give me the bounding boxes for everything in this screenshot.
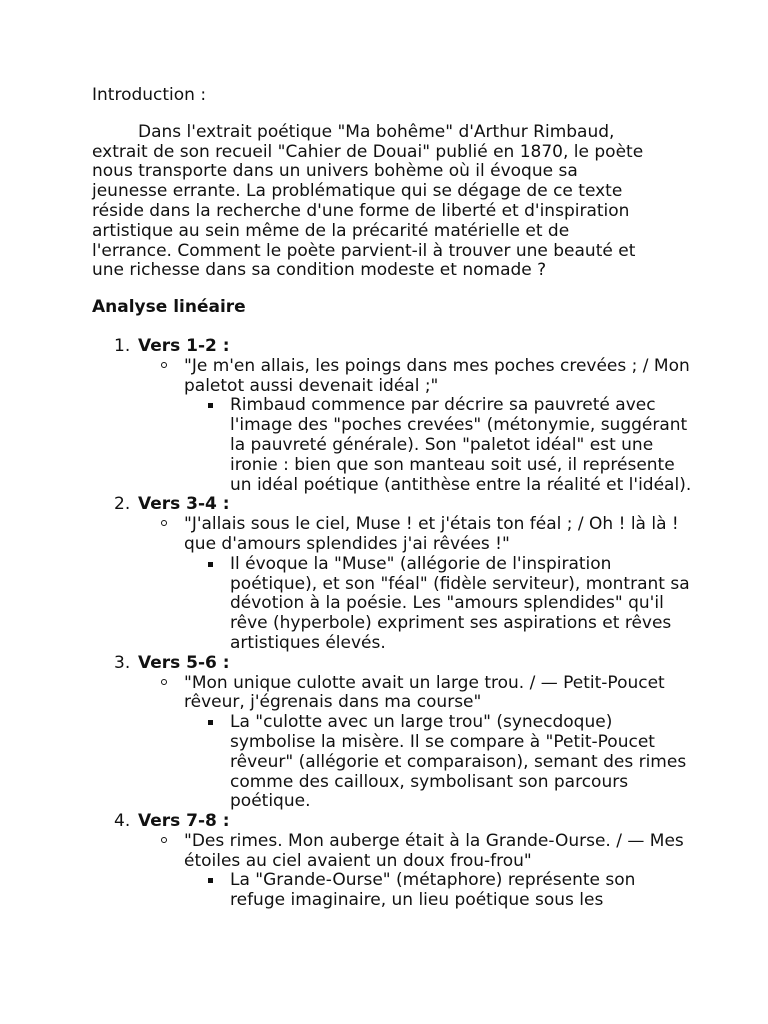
square-bullet-icon [208, 878, 213, 883]
comment-list [184, 555, 692, 654]
item-number: 1. [114, 335, 131, 356]
verse-quote: "Je m'en allais, les poings dans mes poches crevées ; / Mon paletot aussi devenait idéal ;" [184, 355, 690, 396]
item-title: Vers 7-8 : [138, 811, 230, 832]
quote-list [138, 515, 692, 654]
intro-paragraph: Dans l'extrait poétique "Ma bohême" d'Arthur Rimbaud, extrait de son recueil "Cahier de Douai" publié en 1870, le poète nous transporte dans un univers bohème où il évoque sa jeunesse errante. La problématique qui se dégage de ce texte réside dans la recherche d'une forme de liberté et d'inspiration artistique au sein même de la précarité matérielle et de l'errance. Comment le poète parvient-il à trouver une beauté et une richesse dans sa condition modeste et nomade ? [92, 121, 644, 281]
verse-quote: "Des rimes. Mon auberge était à la Grande-Ourse. / — Mes étoiles au ciel avaient un doux frou-frou" [184, 830, 684, 871]
analysis-item [92, 654, 692, 812]
hollow-circle-bullet-icon [161, 520, 167, 526]
item-number: 2. [114, 494, 131, 515]
quote-item [138, 515, 692, 654]
square-bullet-icon [208, 562, 213, 567]
comment-item [184, 555, 692, 654]
hollow-circle-bullet-icon [161, 362, 167, 368]
quote-item [138, 357, 692, 496]
item-title: Vers 5-6 : [138, 652, 230, 673]
square-bullet-icon [208, 403, 213, 408]
verse-comment: Rimbaud commence par décrire sa pauvreté avec l'image des "poches crevées" (métonymie, suggérant la pauvreté générale). Son "paletot idéal" est une ironie : bien que son manteau soit usé, il représente un idéal poétique (antithèse entre la réalité et l'idéal). [230, 395, 692, 495]
analysis-item [92, 495, 692, 653]
analysis-item [92, 337, 692, 495]
quote-item [138, 674, 692, 813]
verse-comment: La "culotte avec un large trou" (synecdoque) symbolise la misère. Il se compare à "Petit-Poucet rêveur" (allégorie et comparaison), semant des rimes comme des cailloux, symbolisant son parcours poétique. [230, 712, 687, 812]
comment-item [184, 871, 692, 911]
analysis-item [92, 812, 692, 911]
comment-list [184, 871, 692, 911]
verse-comment: La "Grande-Ourse" (métaphore) représente son refuge imaginaire, un lieu poétique sous les [230, 870, 636, 911]
item-title: Vers 3-4 : [138, 494, 230, 515]
quote-list [138, 357, 692, 496]
document-page [92, 86, 692, 911]
quote-item [138, 832, 692, 911]
comment-list [184, 396, 692, 495]
verse-quote: "Mon unique culotte avait un large trou. / — Petit-Poucet rêveur, j'égrenais dans ma course" [184, 672, 665, 713]
comment-item [184, 396, 692, 495]
comment-item [184, 713, 692, 812]
quote-list [138, 674, 692, 813]
comment-list [184, 713, 692, 812]
item-title: Vers 1-2 : [138, 335, 230, 356]
intro-heading: Introduction : [92, 85, 207, 105]
item-number: 4. [114, 811, 131, 832]
quote-list [138, 832, 692, 911]
hollow-circle-bullet-icon [161, 679, 167, 685]
item-number: 3. [114, 652, 131, 673]
verse-comment: Il évoque la "Muse" (allégorie de l'inspiration poétique), et son "féal" (fidèle serviteur), montrant sa dévotion à la poésie. Les "amours splendides" qu'il rêve (hyperbole) expriment ses aspirations et rêves artistiques élevés. [230, 553, 690, 653]
analysis-heading: Analyse linéaire [92, 297, 246, 318]
hollow-circle-bullet-icon [161, 837, 167, 843]
square-bullet-icon [208, 720, 213, 725]
verse-quote: "J'allais sous le ciel, Muse ! et j'étais ton féal ; / Oh ! là là ! que d'amours splendides j'ai rêvées !" [184, 514, 679, 554]
analysis-list [92, 337, 692, 911]
